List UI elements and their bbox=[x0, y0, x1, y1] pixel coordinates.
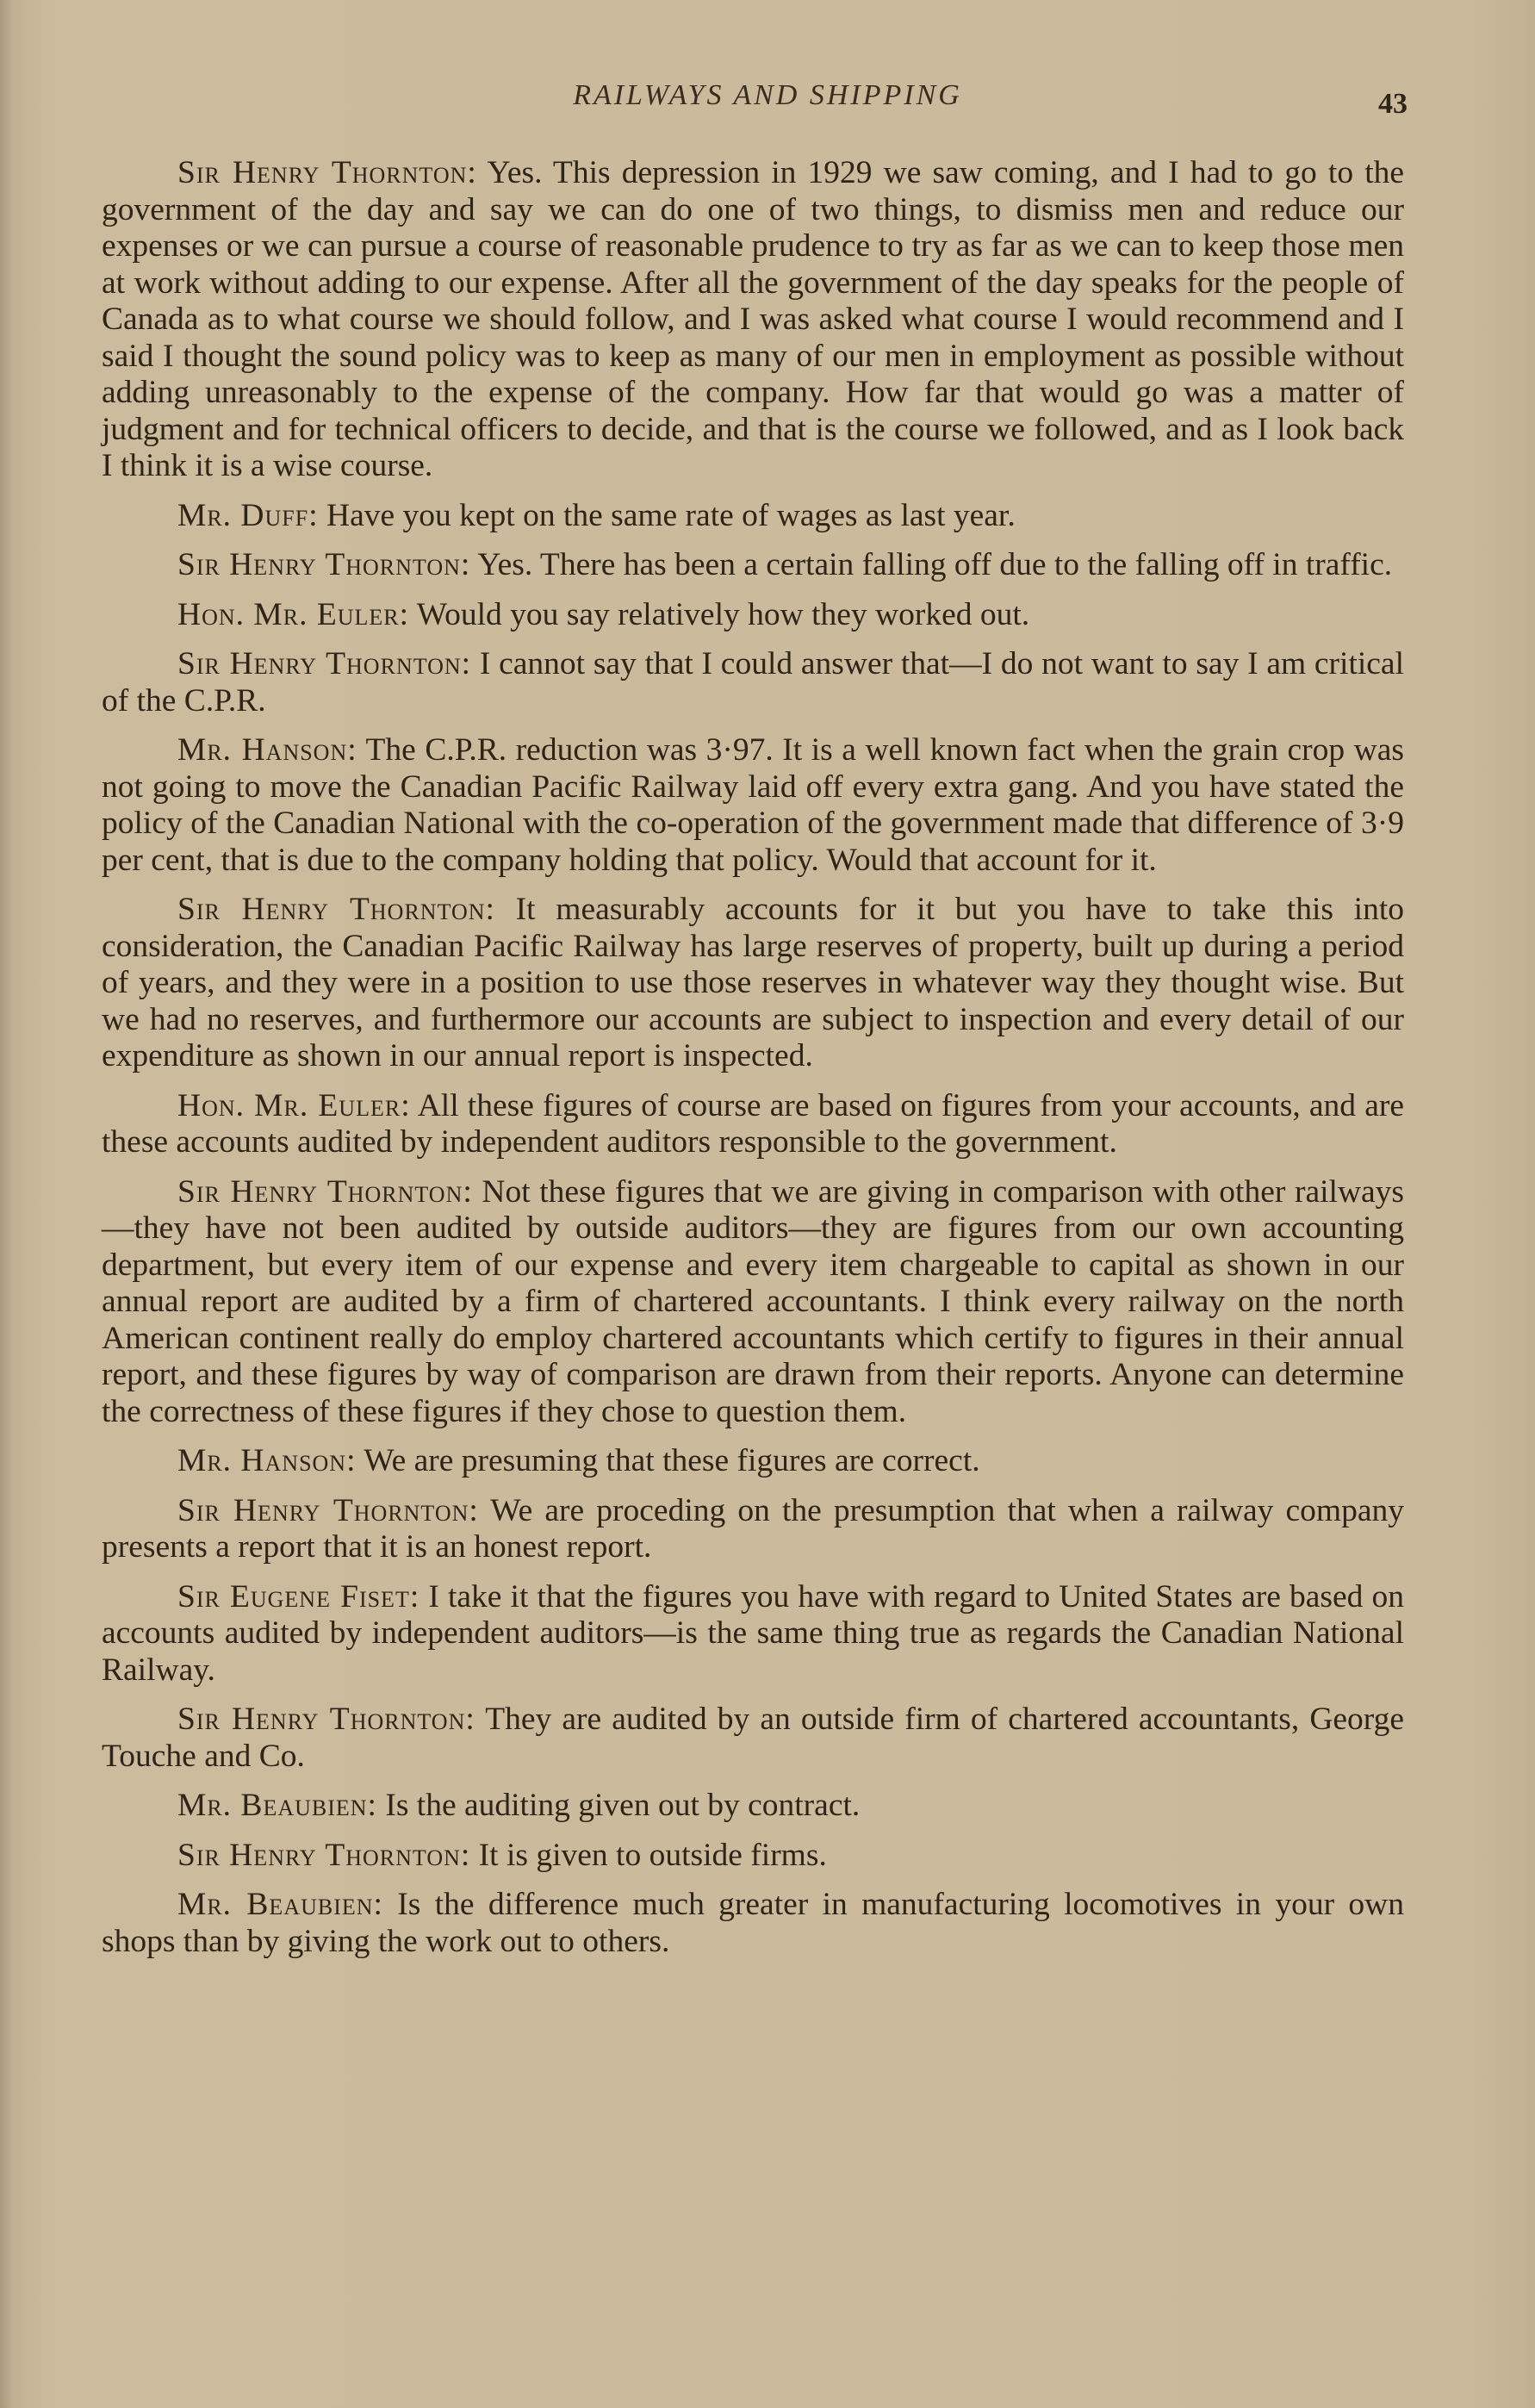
paragraph-text: It is given to outside firms. bbox=[470, 1837, 827, 1873]
paragraph bbox=[102, 892, 1404, 1075]
paragraph bbox=[102, 646, 1404, 719]
speaker-name: Mr. Duff: bbox=[177, 497, 319, 533]
paragraph bbox=[102, 1579, 1404, 1689]
paragraph-text: I cannot say that I could answer that—I do not want to say I am critical of the C.P.R. bbox=[102, 646, 1404, 719]
speaker-name: Mr. Beaubien: bbox=[177, 1887, 383, 1922]
transcript-body bbox=[102, 155, 1404, 1973]
paragraph-text: Is the difference much greater in manufacturing locomotives in your own shops than by giving the work out to others. bbox=[102, 1887, 1404, 1959]
paragraph bbox=[102, 498, 1404, 535]
speaker-name: Sir Henry Thornton: bbox=[177, 1492, 479, 1528]
paragraph bbox=[102, 1088, 1404, 1161]
paragraph bbox=[102, 155, 1404, 485]
speaker-name: Hon. Mr. Euler: bbox=[177, 1087, 411, 1123]
paragraph-text: Not these figures that we are giving in comparison with other railways—they have not been audited by outside auditors—they are figures from our own accounting department, but every item of our expense and every item chargeable to capital as shown in our annual report are audited by a firm of chartered accountants. I think every railway on the north American continent really do employ chartered accountants which certify to figures in their annual report, and these figures by way of comparison are drawn from their reports. Anyone can determine the correctness of these figures if they chose to question them. bbox=[102, 1173, 1405, 1429]
paragraph-text: We are proceding on the presumption that when a railway company presents a report that it is an honest report. bbox=[102, 1492, 1404, 1565]
paragraph-text: All these figures of course are based on figures from your accounts, and are these accounts audited by independent auditors responsible to the government. bbox=[102, 1087, 1404, 1160]
paragraph-text: Would you say relatively how they worked out. bbox=[409, 596, 1030, 632]
paragraph bbox=[102, 597, 1404, 634]
speaker-name: Sir Henry Thornton: bbox=[177, 892, 495, 927]
paragraph-text: The C.P.R. reduction was 3·97. It is a well known fact when the grain crop was not going to move the Canadian Pacific Railway laid off every extra gang. And you have stated the policy of the Canadian National with the co-operation of the government made that difference of 3·9 per cent, that is due to the company holding that policy. Would that account for it. bbox=[102, 732, 1404, 878]
speaker-name: Sir Henry Thornton: bbox=[177, 155, 477, 190]
paragraph bbox=[102, 1702, 1404, 1775]
paragraph-text: Is the auditing given out by contract. bbox=[376, 1788, 861, 1823]
speaker-name: Sir Eugene Fiset: bbox=[177, 1578, 420, 1615]
speaker-name: Mr. Beaubien: bbox=[177, 1788, 377, 1823]
speaker-name: Sir Henry Thornton: bbox=[177, 547, 471, 582]
paragraph-text: Have you kept on the same rate of wages as last year. bbox=[318, 497, 1016, 533]
speaker-name: Sir Henry Thornton: bbox=[177, 1837, 471, 1873]
speaker-name: Mr. Hanson: bbox=[177, 732, 357, 768]
paragraph-text: I take it that the figures you have with regard to United States are based on accounts audited by independent auditors—is the same thing true as regards the Canadian National Railway. bbox=[102, 1578, 1404, 1688]
paragraph bbox=[102, 1493, 1404, 1566]
speaker-name: Sir Henry Thornton: bbox=[177, 646, 472, 681]
paragraph bbox=[102, 547, 1404, 584]
paragraph bbox=[102, 732, 1404, 879]
paragraph bbox=[102, 1788, 1404, 1825]
paragraph bbox=[102, 1174, 1404, 1431]
paragraph-text: We are presuming that these figures are correct. bbox=[356, 1443, 980, 1478]
speaker-name: Sir Henry Thornton: bbox=[177, 1173, 473, 1210]
paragraph-text: It measurably accounts for it but you have to take this into consideration, the Canadian Pacific Railway has large reserves of property, built up during a period of years, and they were in a position to use those reserves in whatever way they thought wise. But we had no reserves, and furthermore our accounts are subject to inspection and every detail of our expenditure as shown in our annual report is inspected. bbox=[102, 892, 1404, 1073]
paragraph-text: Yes. This depression in 1929 we saw coming, and I had to go to the government of the day and say we can do one of two things, to dismiss men and reduce our expenses or we can pursue a course of reasonable prudence to try as far as we can to keep those men at work without adding to our expense. After all the government of the day speaks for the people of Canada as to what course we should follow, and I was asked what course I would recommend and I said I thought the sound policy was to keep as many of our men in employment as possible without adding unreasonably to the expense of the company. How far that would go was a matter of judgment and for technical officers to decide, and that is the course we followed, and as I look back I think it is a wise course. bbox=[102, 155, 1405, 483]
paragraph bbox=[102, 1838, 1404, 1875]
page-number: 43 bbox=[1378, 88, 1408, 120]
running-header: RAILWAYS AND SHIPPING bbox=[573, 79, 962, 111]
paragraph-text: They are audited by an outside firm of chartered accountants, George Touche and Co. bbox=[102, 1702, 1404, 1774]
paragraph-text: Yes. There has been a certain falling off due to the falling off in traffic. bbox=[470, 547, 1393, 582]
paragraph bbox=[102, 1887, 1404, 1960]
paragraph bbox=[102, 1443, 1404, 1480]
speaker-name: Hon. Mr. Euler: bbox=[177, 596, 410, 632]
speaker-name: Sir Henry Thornton: bbox=[177, 1702, 475, 1737]
speaker-name: Mr. Hanson: bbox=[177, 1443, 357, 1478]
